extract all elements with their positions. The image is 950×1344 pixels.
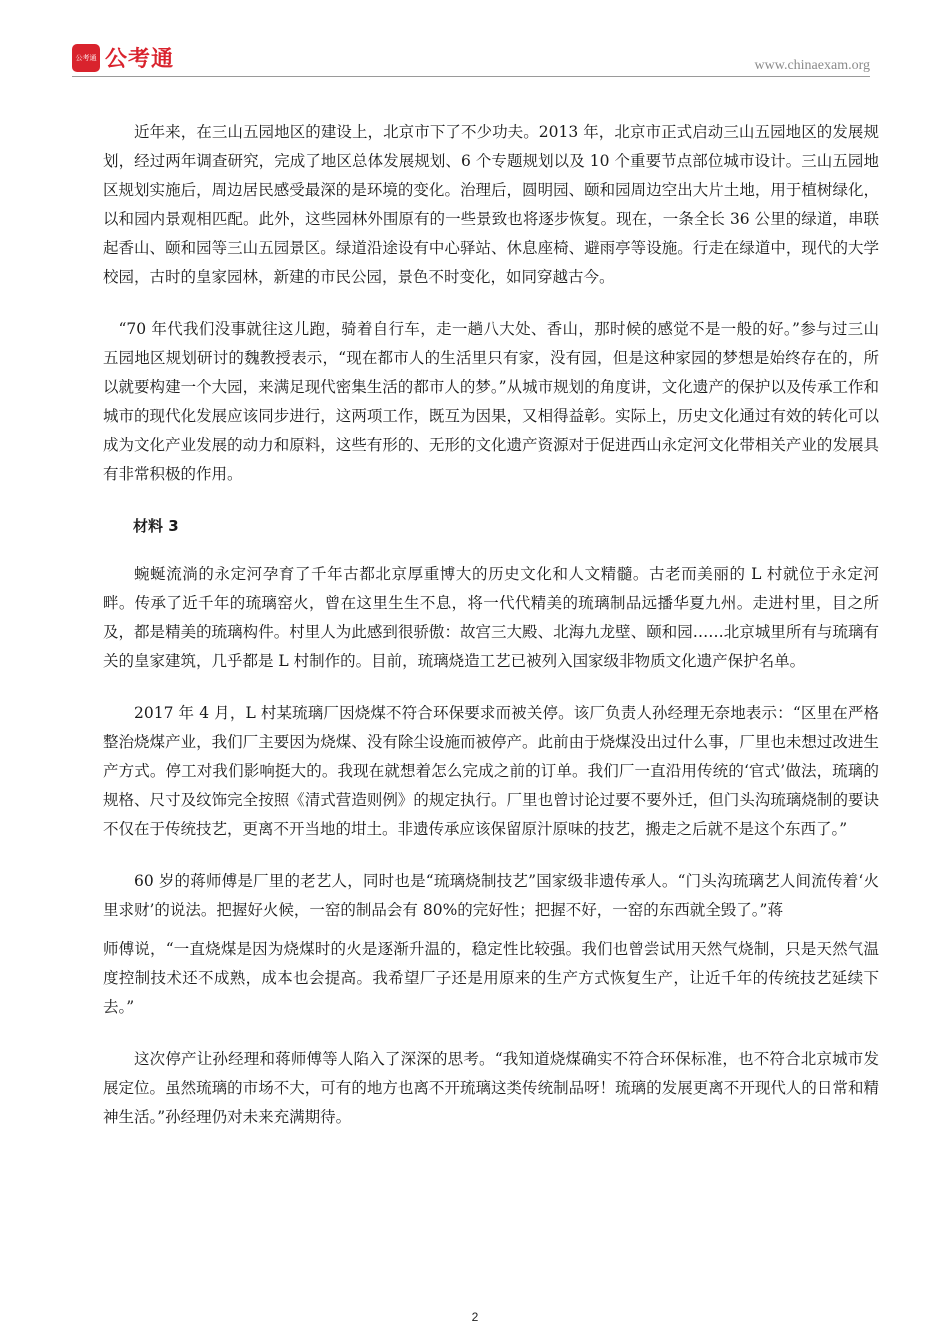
paragraph-professor-wei: “70 年代我们没事就往这儿跑，骑着自行车，走一趟八大处、香山，那时候的感觉不是一般的好。”参与过三山五园地区规划研讨的魏教授表示，“现在都市人的生活里只有家，没有园，但是这种家园的梦想是始终存在的，所以就要构建一个大园，来满足现代密集生活的都市人的梦。”从城市规划的角度讲，文化遗产的保护以及传承工作和城市的现代化发展应该同步进行，这两项工作，既互为因果，又相得益彰。实际上，历史文化通过有效的转化可以成为文化产业发展的动力和原料，这些有形的、无形的文化遗产资源对于促进西山永定河文化带相关产业的发展具有非常积极的作用。 — [103, 320, 879, 483]
page-header — [72, 42, 870, 78]
logo-text: 公考通 — [105, 47, 175, 72]
paragraph-master-jiang: 60 岁的蒋师傅是厂里的老艺人，同时也是“琉璃烧制技艺”国家级非遗传承人。“门头沟琉璃艺人间流传着‘火里求财’的说法。把握好火候，一窑的制品会有 80%的完好性；把握不好，一窑的东西就全毁了。”蒋 — [103, 872, 879, 919]
paragraph-master-jiang-cont: 师傅说，“一直烧煤是因为烧煤时的火是逐渐升温的，稳定性比较强。我们也曾尝试用天然气烧制，只是天然气温度控制技术还不成熟，成本也会提高。我希望厂子还是用原来的生产方式恢复生产，让近千年的传统技艺延续下去。” — [103, 940, 879, 1016]
paragraph-factory-closure: 2017 年 4 月，L 村某琉璃厂因烧煤不符合环保要求而被关停。该厂负责人孙经理无奈地表示：“区里在严格整治烧煤产业，我们厂主要因为烧煤、没有除尘设施而被停产。此前由于烧煤没出过什么事，厂里也未想过改进生产方式。停工对我们影响挺大的。我现在就想着怎么完成之前的订单。我们厂一直沿用传统的‘官式’做法，琉璃的规格、尺寸及纹饰完全按照《清式营造则例》的规定执行。厂里也曾讨论过要不要外迁，但门头沟琉璃烧制的要诀不仅在于传统技艺，更离不开当地的坩土。非遗传承应该保留原汁原味的技艺，搬走之后就不是这个东西了。” — [103, 704, 879, 838]
paragraph-yongding-river: 蜿蜒流淌的永定河孕育了千年古都北京厚重博大的历史文化和人文精髓。古老而美丽的 L 村就位于永定河畔。传承了近千年的琉璃窑火，曾在这里生生不息，将一代代精美的琉璃制品远播华夏九州。走进村里，目之所及，都是精美的琉璃构件。村里人为此感到很骄傲：故宫三大殿、北海九龙壁、颐和园……北京城里所有与琉璃有关的皇家建筑，几乎都是 L 村制作的。目前，琉璃烧造工艺已被列入国家级非物质文化遗产保护名单。 — [103, 565, 879, 670]
site-url[interactable]: www.chinaexam.org — [754, 58, 870, 73]
paragraph-sanshan-wuyuan: 近年来，在三山五园地区的建设上，北京市下了不少功夫。2013 年，北京市正式启动三山五园地区的发展规划，经过两年调查研究，完成了地区总体发展规划、6 个专题规划以及 10 个重要节点部位城市设计。三山五园地区规划实施后，周边居民感受最深的是环境的变化。治理后，圆明园、颐和园周边空出大片土地，用于植树绿化，以和园内景观相匹配。此外，这些园林外围原有的一些景致也将逐步恢复。现在，一条全长 36 公里的绿道，串联起香山、颐和园等三山五园景区。绿道沿途设有中心驿站、休息座椅、避雨亭等设施。行走在绿道中，现代的大学校园，古时的皇家园林，新建的市民公园，景色不时变化，如同穿越古今。 — [103, 123, 879, 286]
document-body — [103, 118, 879, 1155]
page-number: 2 — [471, 1310, 479, 1324]
paragraph-reflection: 这次停产让孙经理和蒋师傅等人陷入了深深的思考。“我知道烧煤确实不符合环保标准，也不符合北京城市发展定位。虽然琉璃的市场不大，可有的地方也离不开琉璃这类传统制品呀！琉璃的发展更离不开现代人的日常和精神生活。”孙经理仍对未来充满期待。 — [103, 1050, 879, 1126]
header-divider — [72, 76, 870, 77]
logo-badge: 公考通 — [72, 44, 100, 72]
section-heading: 材料 3 — [133, 517, 179, 535]
